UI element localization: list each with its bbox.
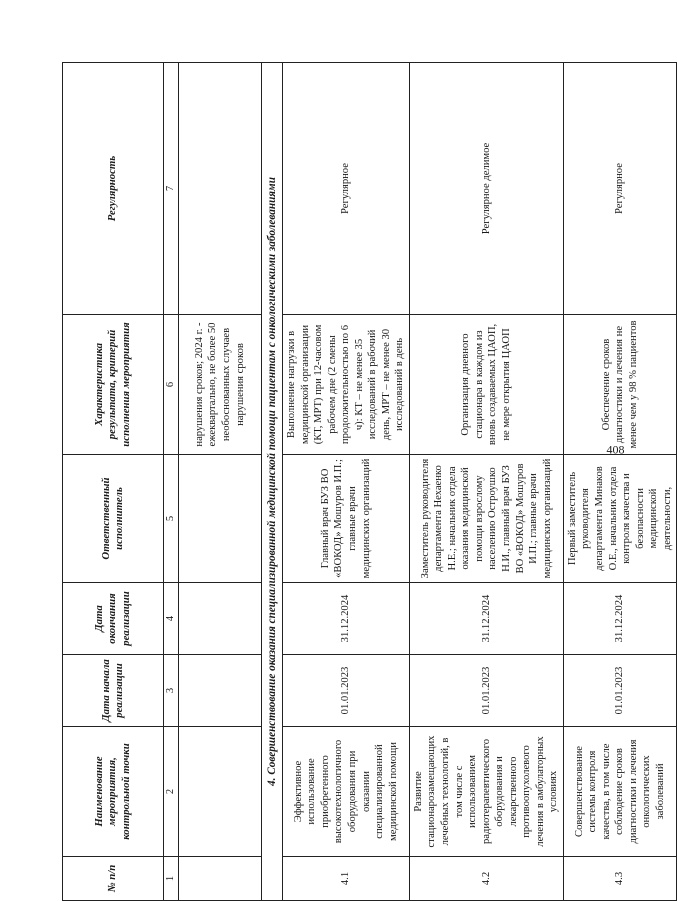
column-number-row: [164, 63, 179, 901]
header-end: Дата окончания реализации: [63, 583, 164, 655]
responsible-person: Заместитель руководителя департамента Нехаенко Н.Е.; начальник отдела оказания медицинской помощи взрослому населению Остроушко Н.И., главный врач БУЗ ВО «ВОКОД» Мошуров И.П.; главные врачи медицинских организаций: [409, 455, 563, 583]
header-start: Дата начала реализации: [63, 655, 164, 727]
header-responsible: Ответственный исполнитель: [63, 455, 164, 583]
column-number: 6: [164, 315, 179, 455]
column-number: 5: [164, 455, 179, 583]
end-date: 31.12.2024: [563, 583, 676, 655]
start-date: 01.01.2023: [563, 655, 676, 727]
header-regularity: Регулярность: [63, 63, 164, 315]
activity-name: Развитие стационарозамещающих лечебных технологий, в том числе с использованием радиотерапевтического оборудования и лекарственного противоопухолевого лечения в амбулаторных условиях: [409, 727, 563, 857]
table-cell: [179, 655, 262, 727]
page-number-text: 408: [606, 443, 625, 457]
table-cell: [179, 455, 262, 583]
column-number: 2: [164, 727, 179, 857]
responsible-person: Главный врач БУЗ ВО «ВОКОД» Мошуров И.П.; главные врачи медицинских организаций: [283, 455, 410, 583]
table-cell: [179, 727, 262, 857]
table-row: [283, 63, 410, 901]
activity-name: Эффективное использование приобретенного высокотехнологичного оборудования при оказании специализированной медицинской помощи: [283, 727, 410, 857]
end-date: 31.12.2024: [283, 583, 410, 655]
table-row: [563, 63, 676, 901]
row-number: 4.2: [409, 857, 563, 901]
plan-table: [62, 62, 677, 901]
start-date: 01.01.2023: [283, 655, 410, 727]
table-cell: [179, 857, 262, 901]
activity-name: Совершенствование системы контроля качества, в том числе соблюдение сроков диагностики и лечения онкологических заболеваний: [563, 727, 676, 857]
column-number: 3: [164, 655, 179, 727]
row-number: 4.3: [563, 857, 676, 901]
continuation-row: [179, 63, 262, 901]
section-row: [262, 63, 283, 901]
header-row: [63, 63, 164, 901]
result-criterion: Выполнение нагрузки в медицинской организации (КТ, МРТ) при 12-часовом рабочем дне (2 смены продолжительностью по 6 ч): КТ – не менее 35 исследований в рабочий день, МРТ – не менее 30 исследований в день: [283, 315, 410, 455]
row-number: 4.1: [283, 857, 410, 901]
section-title: 4. Совершенствование оказания специализированной медицинской помощи пациентам с онкологическими заболеваниями: [262, 63, 283, 901]
end-date: 31.12.2024: [409, 583, 563, 655]
result-criterion: Обеспечение сроков диагностики и лечения не менее чем у 98 % пациентов: [563, 315, 676, 455]
column-number: 7: [164, 63, 179, 315]
continuation-result: нарушения сроков; 2024 г. - ежеквартально, не более 50 необоснованных случаев нарушения сроков: [179, 315, 262, 455]
column-number: 4: [164, 583, 179, 655]
result-criterion: Организация дневного стационара в каждом из вновь создаваемых ЦАОП, не мере открытия ЦАОП: [409, 315, 563, 455]
responsible-person: Первый заместитель руководителя департамента Минаков О.Е., начальник отдела контроля качества и безопасности медицинской деятельности,: [563, 455, 676, 583]
regularity: Регулярное делимое: [409, 63, 563, 315]
regularity: Регулярное: [283, 63, 410, 315]
table-cell: [179, 583, 262, 655]
table-cell: [179, 63, 262, 315]
column-number: 1: [164, 857, 179, 901]
table-row: [409, 63, 563, 901]
regularity: Регулярное: [563, 63, 676, 315]
start-date: 01.01.2023: [409, 655, 563, 727]
header-num: № п/п: [63, 857, 164, 901]
header-name: Наименование мероприятия, контрольной точки: [63, 727, 164, 857]
header-result: Характеристика результата, критерий исполнения мероприятия: [63, 315, 164, 455]
